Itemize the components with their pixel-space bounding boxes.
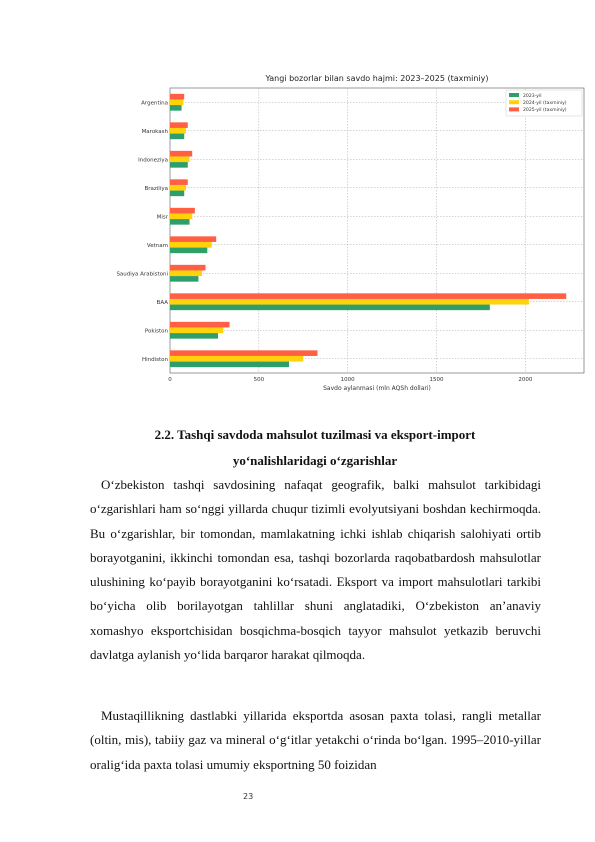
category-label: BAA (156, 299, 168, 306)
bar-2-8 (170, 156, 190, 162)
x-tick-label: 1500 (429, 377, 444, 383)
category-label: Vetnam (146, 242, 168, 249)
bar-2-1 (170, 356, 303, 362)
trade-volume-chart (100, 70, 590, 395)
x-axis-label: Savdo aylanmasi (mln AQSh dollari) (323, 385, 431, 392)
bar-3-5 (170, 236, 216, 242)
category-label: Braziliya (144, 185, 168, 192)
legend (506, 90, 582, 116)
bar-2-2 (170, 327, 223, 333)
bar-2-9 (170, 128, 186, 134)
bar-3-6 (170, 208, 195, 214)
grid-lines (170, 88, 584, 373)
bar-2-10 (170, 99, 183, 105)
page-number: 23 (243, 792, 254, 801)
legend-label: 2023-yil (523, 93, 542, 99)
category-label: Indoneziya (138, 157, 168, 164)
bar-3-2 (170, 322, 230, 328)
x-tick-label: 0 (168, 377, 172, 383)
bar-2-7 (170, 185, 186, 191)
bar-1-10 (170, 105, 182, 111)
x-tick-label: 1000 (340, 377, 355, 383)
legend-swatch (509, 107, 519, 111)
category-label: Hindiston (141, 356, 168, 363)
bar-3-8 (170, 151, 192, 157)
x-tick-label: 2000 (518, 377, 533, 383)
legend-swatch (509, 93, 519, 97)
bar-1-8 (170, 162, 188, 168)
bars (170, 94, 566, 367)
bar-3-10 (170, 94, 184, 100)
bar-1-4 (170, 276, 198, 282)
bar-1-6 (170, 219, 190, 225)
bar-3-1 (170, 350, 317, 356)
category-label: Pokiston (144, 328, 168, 335)
category-label: Misr (156, 214, 168, 221)
bar-2-3 (170, 299, 529, 305)
bar-2-5 (170, 242, 212, 248)
x-tick-labels (168, 377, 533, 383)
body-paragraph-2: Mustaqillikning dastlabki yillarida eksportda asosan paxta tolasi, rangli metallar (oltin, mis), tabiiy gaz va mineral o‘g‘itlar yetakchi o‘rinda bo‘lgan. 1995–2010-yillar oralig‘ida paxta tolasi umumiy eksportning 50 foizidan (90, 708, 541, 772)
bar-3-9 (170, 122, 188, 128)
category-label: Argentina (141, 100, 168, 107)
bar-1-9 (170, 134, 184, 140)
category-labels (116, 100, 168, 363)
bar-1-2 (170, 333, 218, 339)
legend-swatch (509, 100, 519, 104)
body-paragraph-1: O‘zbekiston tashqi savdosining nafaqat geografik, balki mahsulot tarkibidagi o‘zgarishlari ham so‘nggi yillarda chuqur tizimli evolyutsiyani boshdan kechirmoqda. Bu o‘zgarishlar, bir tomondan, mamlakatning ichki ishlab chiqarish salohiyati ortib borayotganini, ikkinchi tomondan esa, tashqi bozorlarda raqobatbardosh mahsulotlar ulushining ko‘payib borayotganini ko‘rsatadi. Eksport va import mahsulotlari tarkibi bo‘yicha olib borilayotgan tahlillar shuni anglatadiki, O‘zbekiston an’anaviy xomashyo eksportchisidan bosqichma-bosqich tayyor mahsulot yetkazib beruvchi davlatga aylanish yo‘lida barqaror harakat qilmoqda. (90, 477, 541, 663)
bar-3-3 (170, 293, 566, 299)
bar-1-7 (170, 191, 184, 197)
bar-2-4 (170, 270, 202, 276)
bar-3-4 (170, 265, 206, 271)
bar-2-6 (170, 213, 192, 219)
bar-1-5 (170, 248, 207, 254)
legend-label: 2024-yil (taxminiy) (523, 101, 567, 106)
section-heading-line2: yo‘nalishlaridagi o‘zgarishlar (232, 453, 398, 468)
category-label: Marokash (141, 128, 168, 135)
category-label: Saudiya Arabistoni (116, 271, 168, 278)
x-tick-label: 500 (253, 377, 265, 383)
legend-label: 2025-yil (taxminiy) (523, 108, 567, 114)
bar-3-7 (170, 179, 188, 185)
chart-svg (100, 70, 590, 395)
section-heading-line1: 2.2. Tashqi savdoda mahsulot tuzilmasi va eksport-import (154, 427, 476, 442)
chart-title: Yangi bozorlar bilan savdo hajmi: 2023–2025 (taxminiy) (265, 74, 489, 83)
bar-1-1 (170, 362, 289, 368)
bar-1-3 (170, 305, 490, 311)
